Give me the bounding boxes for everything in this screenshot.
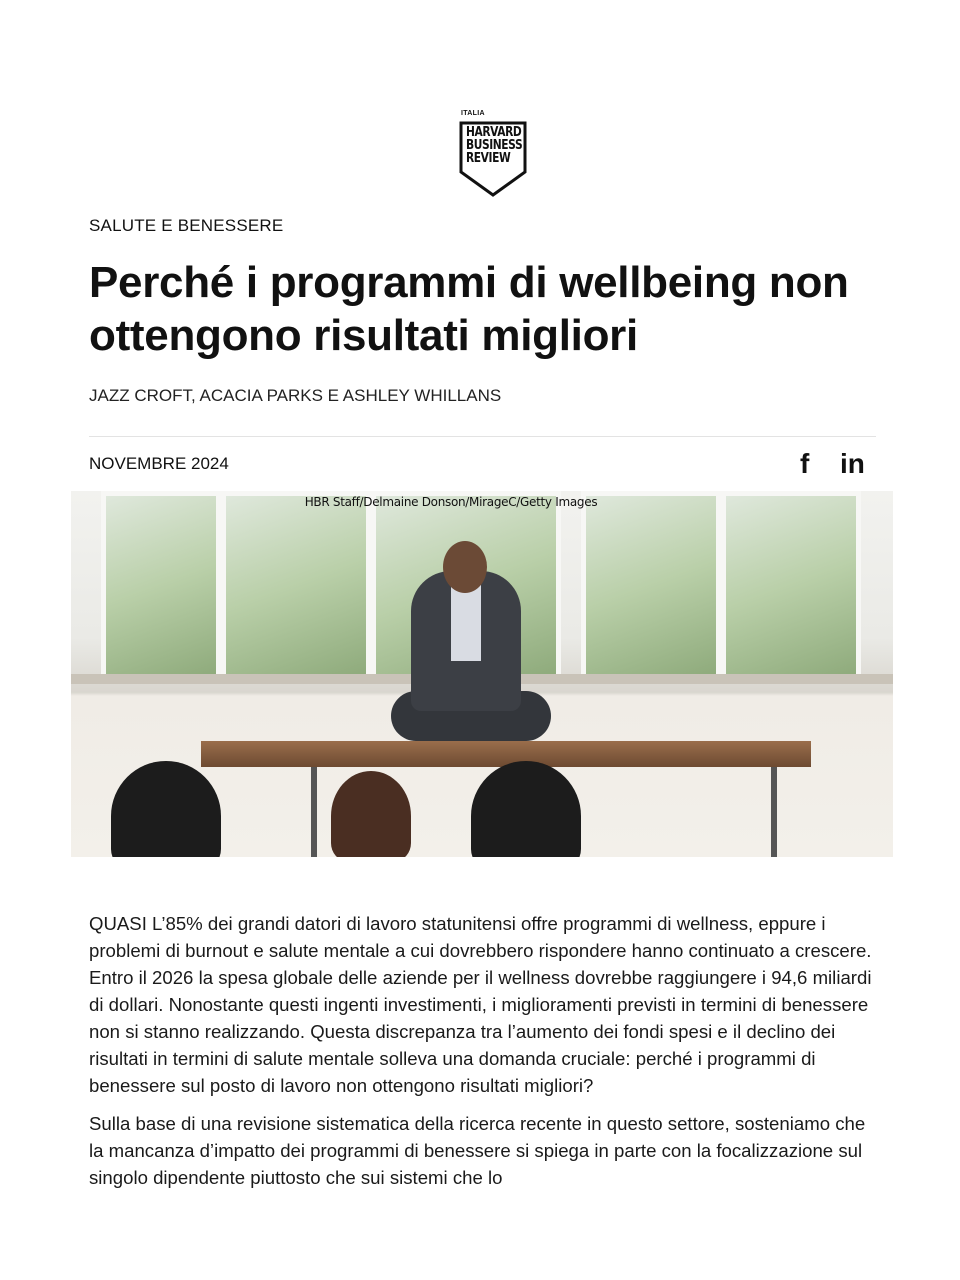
photo-credit: HBR Staff/Delmaine Donson/MirageC/Getty Images bbox=[304, 495, 598, 509]
logo-edition: ITALIA bbox=[461, 110, 485, 117]
logo-line: REVIEW bbox=[466, 151, 511, 166]
window bbox=[721, 491, 861, 681]
article-authors: JAZZ CROFT, ACACIA PARKS E ASHLEY WHILLANS bbox=[89, 386, 502, 405]
publish-date: NOVEMBRE 2024 bbox=[89, 454, 229, 473]
chair bbox=[331, 771, 411, 857]
article-title: Perché i programmi di wellbeing non ottengono risultati migliori bbox=[89, 258, 849, 360]
facebook-share-icon[interactable]: f bbox=[800, 448, 810, 479]
window bbox=[221, 491, 371, 681]
person-shirt bbox=[451, 581, 481, 661]
table-leg bbox=[771, 767, 777, 857]
article-body bbox=[89, 910, 874, 1202]
person-head bbox=[443, 541, 487, 593]
hbr-logo[interactable] bbox=[458, 110, 530, 200]
table bbox=[201, 741, 811, 767]
window bbox=[581, 491, 721, 681]
logo-text bbox=[466, 126, 522, 165]
paragraph: QUASI L’85% dei grandi datori di lavoro statunitensi offre programmi di wellness, eppure i problemi di burnout e salute mentale a cui dovrebbero rispondere hanno continuato a crescere. Entro il 2026 la spesa globale delle aziende per il wellness dovrebbe raggiungere i 94,6 miliardi di dollari. Nonostante questi ingenti investimenti, i miglioramenti previsti in termini di benessere non si stanno realizzando. Questa discrepanza tra l’aumento dei fondi spesi e il declino dei risultati in termini di salute mentale solleva una domanda cruciale: perché i programmi di benessere sul posto di lavoro non ottengono risultati migliori? bbox=[89, 913, 872, 1096]
hero-image bbox=[71, 491, 893, 857]
section-label[interactable]: SALUTE E BENESSERE bbox=[89, 216, 284, 235]
chair bbox=[111, 761, 221, 857]
window bbox=[101, 491, 221, 681]
linkedin-share-icon[interactable]: in bbox=[840, 448, 865, 479]
paragraph: Sulla base di una revisione sistematica della ricerca recente in questo settore, sosteniamo che la mancanza d’impatto dei programmi di benessere si spiega in parte con la focalizzazione sul singolo dipendente piuttosto che sui sistemi che lo bbox=[89, 1113, 866, 1188]
table-leg bbox=[311, 767, 317, 857]
logo-line: BUSINESS bbox=[466, 138, 523, 153]
chair bbox=[471, 761, 581, 857]
divider bbox=[89, 436, 876, 437]
logo-line: HARVARD bbox=[466, 125, 522, 140]
